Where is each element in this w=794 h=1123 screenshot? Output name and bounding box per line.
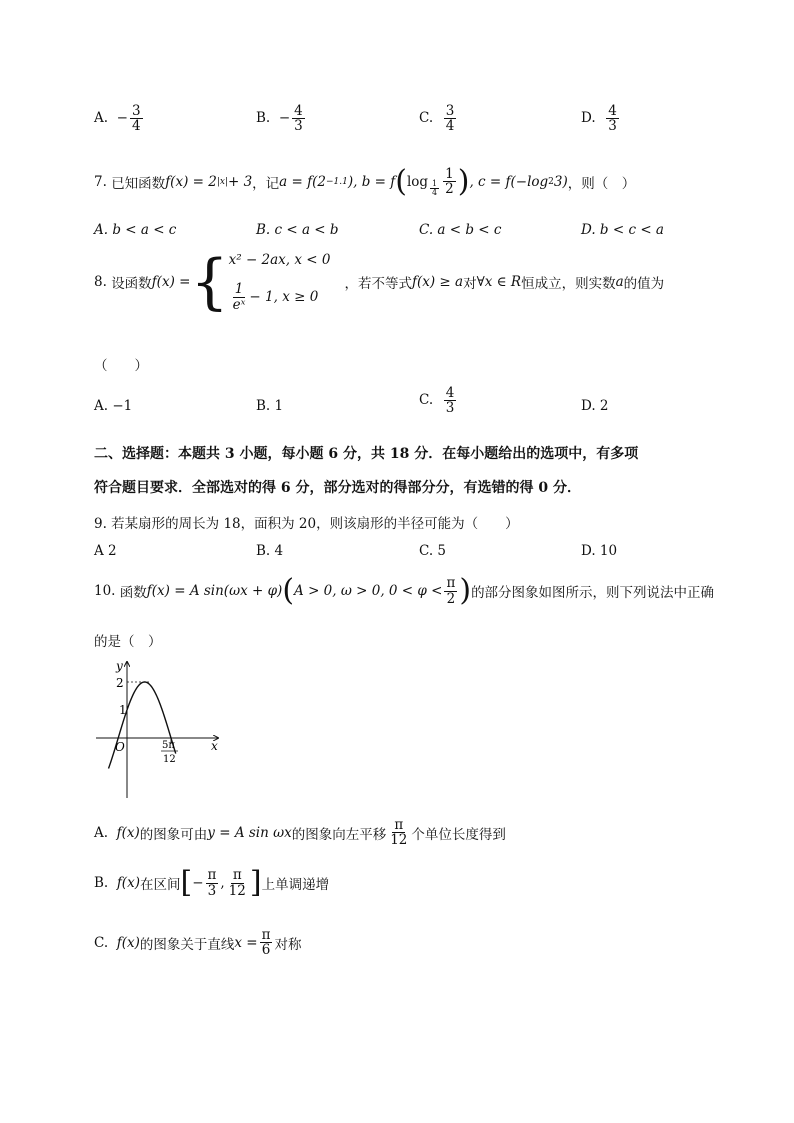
q8-option-d: D. 2	[581, 398, 609, 414]
graph-tick-1: 1	[119, 703, 127, 717]
graph-y-label: y	[116, 659, 123, 673]
q7-option-c: C. a < b < c	[419, 222, 502, 238]
q7-half-fraction: $\frac{1}{2}$	[445, 166, 454, 198]
q10-stem-continued: 的是（ ）	[94, 634, 162, 650]
q6-option-d: D. $\frac{4}{3}$	[581, 103, 617, 135]
q10-option-a-fraction: $\frac{\pi}{12}$	[390, 817, 408, 849]
q9-option-b: B. 4	[256, 543, 284, 559]
q9-option-d: D. 10	[581, 543, 618, 559]
q7-left-paren: (	[395, 163, 407, 199]
q8-case-2: $\frac{1}{\text{eˣ}}$ − 1, x ≥ 0	[232, 281, 319, 313]
q6-option-d-fraction: $\frac{4}{3}$	[608, 103, 617, 135]
q8-case-2-fraction: $\frac{1}{\text{eˣ}}$	[232, 281, 246, 313]
graph-origin-label: O	[115, 740, 125, 754]
q8-answer-paren: （ ）	[94, 358, 148, 374]
q10-option-b-left-fraction: $\frac{\pi}{3}$	[207, 867, 217, 899]
q9-option-c: C. 5	[419, 543, 447, 559]
q8-option-c-fraction: $\frac{4}{3}$	[445, 385, 455, 417]
q10-option-a: A. f(x) 的图象可由 y = A sin ωx 的图象向左平移 $\frac{\pi}{12}$ 个单位长度得到	[94, 817, 506, 849]
q7-option-a: A. b < a < c	[94, 222, 177, 238]
graph-tick-2: 2	[116, 676, 124, 690]
q6-option-b-fraction: $\frac{4}{3}$	[294, 103, 303, 135]
q7-option-b: B. c < a < b	[256, 222, 339, 238]
q9-option-a: A 2	[94, 543, 117, 559]
q7-stem: 7. 已知函数 f(x) = 2 |x| + 3 ，记 a = f(2 −1.1 ) , b = f ( log $\frac{1}{4}$ $\frac{1}{2}$ ) , c = f(−log 2 3) ，则（ ）	[94, 163, 636, 199]
graph-tick-x-num: 5π	[162, 740, 175, 751]
q10-option-b-left-bracket: [	[180, 865, 193, 900]
q6-option-a: A. − $\frac{3}{4}$	[94, 103, 141, 135]
section-2-instructions-line-1: 二、选择题：本题共 3 小题，每小题 6 分，共 18 分．在每小题给出的选项中，有多项	[94, 446, 639, 462]
q6-option-c: C. $\frac{3}{4}$	[419, 103, 455, 135]
q7-option-d: D. b < c < a	[581, 222, 664, 238]
graph-x-label: x	[211, 739, 218, 753]
q8-option-a: A. −1	[94, 398, 133, 414]
q10-option-c: C. f(x) 的图象关于直线 x = $\frac{\pi}{6}$ 对称	[94, 927, 302, 959]
q10-pi-half-fraction: $\frac{\pi}{2}$	[446, 575, 456, 607]
q10-function-graph	[90, 656, 230, 801]
q8-piecewise-brace: {	[190, 247, 229, 317]
q10-option-c-fraction: $\frac{\pi}{6}$	[261, 927, 271, 959]
q10-option-b-right-fraction: $\frac{\pi}{12}$	[228, 867, 246, 899]
q10-option-b: B. f(x) 在区间 [ − $\frac{\pi}{3}$ , $\frac{\pi}{12}$ ] 上单调递增	[94, 865, 330, 900]
q10-left-paren: (	[282, 573, 295, 608]
q8-option-c: C. $\frac{4}{3}$	[419, 385, 455, 417]
q6-option-c-fraction: $\frac{3}{4}$	[445, 103, 455, 135]
q7-log-base-fraction: $\frac{1}{4}$	[432, 179, 438, 198]
q6-option-b: B. − $\frac{4}{3}$	[256, 103, 303, 135]
q9-stem: 9. 若某扇形的周长为 18，面积为 20，则该扇形的半径可能为（ ）	[94, 516, 519, 532]
q6-option-a-fraction: $\frac{3}{4}$	[131, 103, 141, 135]
q10-option-b-right-bracket: ]	[249, 865, 262, 900]
q7-right-paren: )	[457, 163, 470, 199]
section-2-instructions-line-2: 符合题目要求．全部选对的得 6 分，部分选对的得部分分，有选错的得 0 分．	[94, 480, 581, 496]
graph-tick-x-den: 12	[163, 754, 176, 765]
q8-piecewise-cases	[229, 252, 331, 311]
q8-option-b: B. 1	[256, 398, 284, 414]
q10-right-paren: )	[459, 573, 472, 608]
q10-stem: 10. 函数 f(x) = A sin(ωx + φ) ( A > 0, ω > 0, 0 < φ < $\frac{\pi}{2}$ ) 的部分图象如图所示，则下列说法中正确	[94, 573, 715, 608]
q8-case-1: x² − 2ax, x < 0	[228, 252, 331, 269]
q8-stem: 8. 设函数 f(x) = { x² − 2ax, x < 0 $\frac{1}{\text{eˣ}}$ − 1, x ≥ 0 ，若不等式 f(x) ≥ a 对 ∀x ∈ R 恒成立，则实数 a 的值为	[94, 247, 665, 317]
